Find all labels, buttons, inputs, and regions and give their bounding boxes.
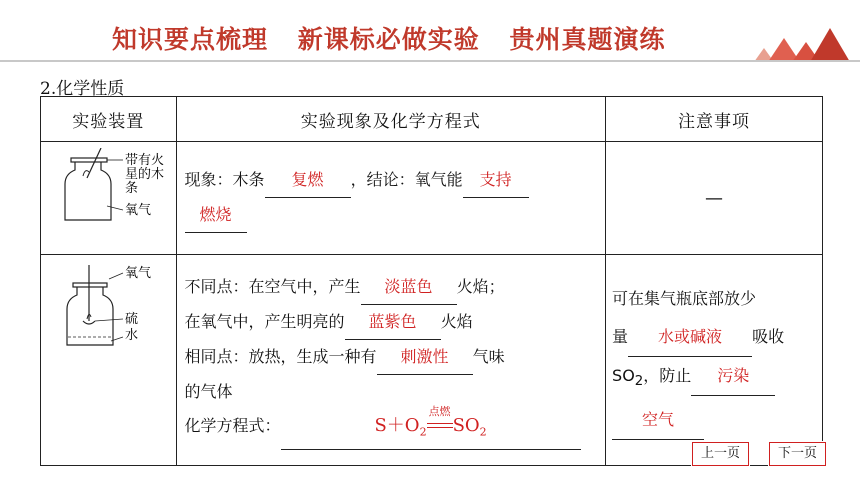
eq-right-sub: 2 xyxy=(479,425,487,439)
note-sub: 2 xyxy=(634,374,644,390)
answer-blank: 水或碱液 xyxy=(628,318,752,357)
answer-blank: 刺激性 xyxy=(377,340,473,375)
phenomenon-cell xyxy=(176,142,606,255)
label-splint-1: 带有火 xyxy=(125,153,165,168)
note-prefix: SO xyxy=(612,365,635,385)
note-line: 可在集气瓶底部放少 xyxy=(612,288,757,308)
sulfur-burning-bottle-icon xyxy=(49,261,171,361)
label-splint-2: 星的木 xyxy=(125,167,165,182)
line-suffix: 火焰 xyxy=(440,311,473,331)
section-title: 2.化学性质 xyxy=(40,79,125,99)
phenomenon-prefix: 现象：木条 xyxy=(184,170,265,189)
eq-right: SO xyxy=(452,414,480,436)
condition-label: 点燃 xyxy=(428,404,451,418)
label-oxygen: 氧气 xyxy=(125,203,152,218)
gas-bottle-splint-icon xyxy=(49,148,171,228)
line-suffix: 气味 xyxy=(472,346,505,366)
note-suffix: 吸收 xyxy=(752,326,785,346)
label-sulfur: 硫 xyxy=(125,312,139,327)
next-page-button[interactable]: 下一页 xyxy=(769,442,826,466)
header-divider xyxy=(0,60,860,62)
eq-left-sub: 2 xyxy=(419,425,427,439)
notes-text xyxy=(606,280,822,440)
header-item-summary[interactable]: 知识要点梳理 xyxy=(112,25,269,54)
label-splint-3: 条 xyxy=(125,181,139,196)
answer-blank: 污染 xyxy=(691,357,775,396)
line-prefix: 在氧气中，产生明亮的 xyxy=(184,311,345,331)
answer-blank: 淡蓝色 xyxy=(361,270,457,305)
equation-blank xyxy=(281,404,581,451)
header-item-experiment[interactable]: 新课标必做实验 xyxy=(297,25,480,54)
header-apparatus: 实验装置 xyxy=(41,97,177,142)
triangle-decoration-icon xyxy=(754,28,850,62)
apparatus-cell xyxy=(41,142,177,255)
table-row xyxy=(41,142,823,255)
apparatus-cell xyxy=(41,255,177,466)
table-header-row xyxy=(41,97,823,142)
notes-cell xyxy=(606,255,823,466)
note-prefix: 量 xyxy=(612,326,629,346)
prev-page-button[interactable]: 上一页 xyxy=(692,442,749,466)
notes-cell: — xyxy=(606,142,823,255)
phenomenon-cell xyxy=(176,255,606,466)
phenomenon-text xyxy=(177,163,606,233)
header-phenomenon: 实验现象及化学方程式 xyxy=(176,97,606,142)
line-prefix: 相同点：放热，生成一种有 xyxy=(184,346,377,366)
chemical-equation xyxy=(374,404,487,439)
line-text: 的气体 xyxy=(184,381,233,401)
answer-blank: 支持 xyxy=(463,163,529,198)
header-notes: 注意事项 xyxy=(606,97,823,142)
header-item-exam[interactable]: 贵州真题演练 xyxy=(509,25,666,54)
answer-blank: 蓝紫色 xyxy=(345,305,441,340)
label-oxygen: 氧气 xyxy=(125,266,152,281)
line-suffix: 火焰； xyxy=(456,276,505,296)
answer-blank: 复燃 xyxy=(265,163,351,198)
reaction-condition xyxy=(427,404,453,443)
header-title xyxy=(112,20,685,56)
label-water: 水 xyxy=(125,328,139,343)
table-row xyxy=(41,255,823,466)
note-mid: ，防止 xyxy=(643,365,692,385)
properties-table xyxy=(40,96,823,466)
header xyxy=(0,0,860,62)
conclusion-prefix: ，结论：氧气能 xyxy=(350,170,463,189)
phenomenon-text xyxy=(177,270,606,451)
answer-blank: 空气 xyxy=(612,401,704,440)
line-prefix: 不同点：在空气中，产生 xyxy=(184,276,361,296)
eq-left: S＋O xyxy=(374,414,420,436)
answer-blank: 燃烧 xyxy=(185,198,247,233)
equation-label: 化学方程式： xyxy=(184,415,281,435)
